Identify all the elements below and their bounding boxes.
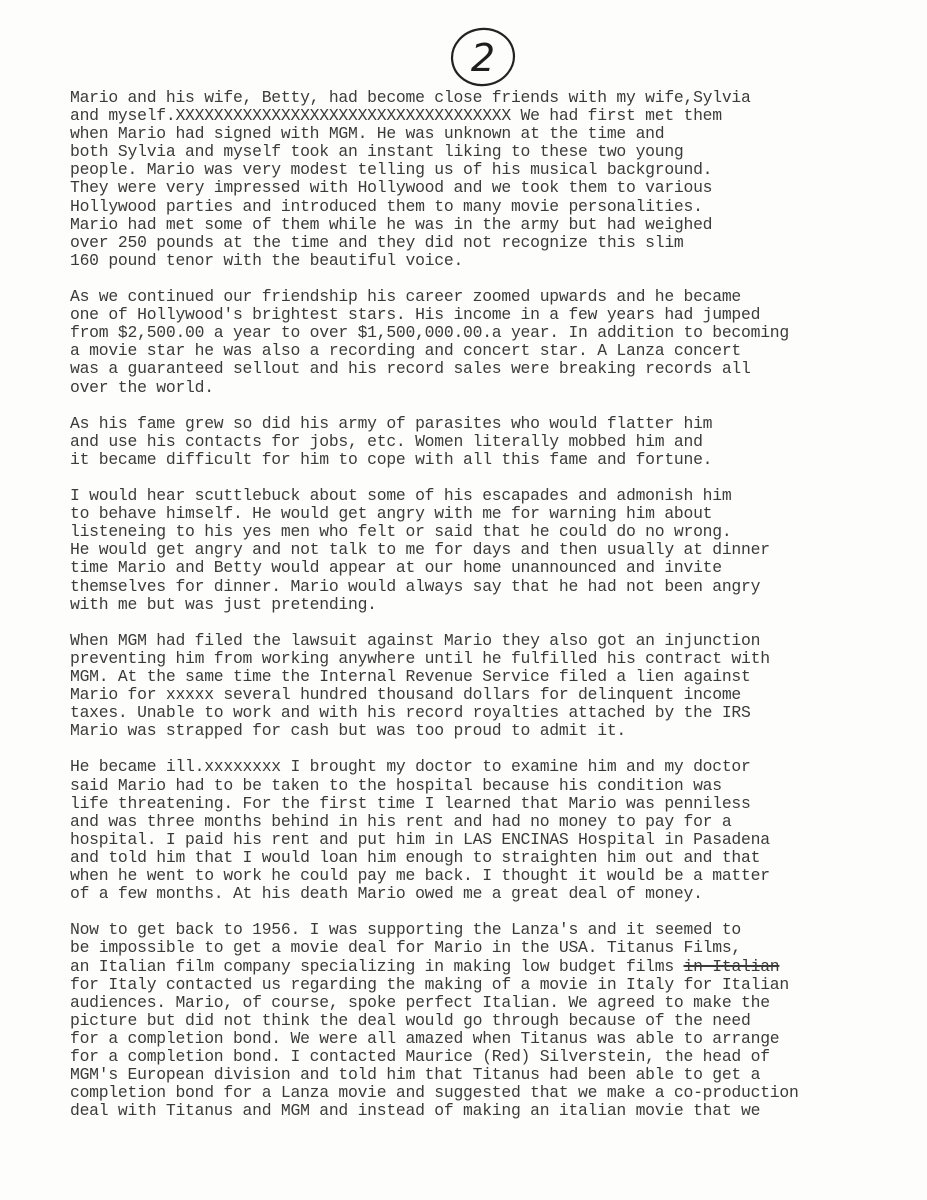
text-line: taxes. Unable to work and with his record royalties attached by the IRS	[70, 703, 751, 723]
text-line: an Italian film company specializing in making low budget films in Italian	[70, 956, 780, 976]
text-line: themselves for dinner. Mario would always say that he had not been angry	[70, 576, 761, 596]
text-line: picture but did not think the deal would go through because of the need	[70, 1010, 751, 1030]
text-line: audiences. Mario, of course, spoke perfect Italian. We agreed to make the	[70, 992, 770, 1012]
text-line: He became ill.xxxxxxxx I brought my doctor to examine him and my doctor	[70, 757, 751, 777]
text-line: when Mario had signed with MGM. He was unknown at the time and	[70, 124, 665, 144]
text-line: for a completion bond. We were all amazed when Titanus was able to arrange	[70, 1028, 780, 1048]
text-line: listeneing to his yes men who felt or said that he could do no wrong.	[70, 522, 732, 542]
text-line: and use his contacts for jobs, etc. Women literally mobbed him and	[70, 431, 703, 451]
text-line: time Mario and Betty would appear at our home unannounced and invite	[70, 558, 722, 578]
text-line: was a guaranteed sellout and his record sales were breaking records all	[70, 359, 751, 379]
paragraph	[70, 89, 915, 270]
text-line: Mario was strapped for cash but was too proud to admit it.	[70, 721, 626, 741]
paragraph	[70, 632, 915, 741]
text-line: preventing him from working anywhere until he fulfilled his contract with	[70, 648, 770, 668]
text-line: one of Hollywood's brightest stars. His income in a few years had jumped	[70, 305, 761, 325]
text-line: life threatening. For the first time I learned that Mario was penniless	[70, 793, 751, 813]
paragraph	[70, 487, 915, 614]
text-line: and myself.XXXXXXXXXXXXXXXXXXXXXXXXXXXXXXXXXXX We had first met them	[70, 106, 722, 126]
text-line: They were very impressed with Hollywood and we took them to various	[70, 178, 713, 198]
text-line: for a completion bond. I contacted Maurice (Red) Silverstein, the head of	[70, 1046, 770, 1066]
paragraph	[70, 921, 915, 1120]
page-number-text: 2	[470, 36, 496, 80]
text-line: As we continued our friendship his career zoomed upwards and he became	[70, 287, 742, 307]
text-line: completion bond for a Lanza movie and suggested that we make a co-production	[70, 1083, 799, 1103]
text-line: Now to get back to 1956. I was supporting the Lanza's and it seemed to	[70, 920, 742, 940]
text-line: When MGM had filed the lawsuit against Mario they also got an injunction	[70, 630, 761, 650]
text-line: from $2,500.00 a year to over $1,500,000.00.a year. In addition to becoming	[70, 323, 789, 343]
handwritten-page-number	[448, 24, 518, 88]
paragraph	[70, 288, 915, 397]
text-line: MGM's European division and told him that Titanus had been able to get a	[70, 1065, 761, 1085]
circled-number-mark	[448, 24, 518, 88]
text-line: it became difficult for him to cope with all this fame and fortune.	[70, 449, 713, 469]
text-line: and was three months behind in his rent and had no money to pay for a	[70, 811, 732, 831]
text-line: over 250 pounds at the time and they did not recognize this slim	[70, 232, 684, 252]
struck-out-text: in Italian	[683, 956, 780, 976]
text-line: a movie star he was also a recording and concert star. A Lanza concert	[70, 341, 742, 361]
text-line: Hollywood parties and introduced them to many movie personalities.	[70, 196, 703, 216]
text-line: hospital. I paid his rent and put him in LAS ENCINAS Hospital in Pasadena	[70, 829, 770, 849]
typed-letter-body	[70, 89, 915, 1138]
paragraph	[70, 758, 915, 903]
text-line: with me but was just pretending.	[70, 594, 377, 614]
text-line: MGM. At the same time the Internal Revenue Service filed a lien against	[70, 667, 751, 686]
text-line: Mario had met some of them while he was in the army but had weighed	[70, 214, 713, 234]
text-line: 160 pound tenor with the beautiful voice.	[70, 250, 464, 270]
text-line: be impossible to get a movie deal for Mario in the USA. Titanus Films,	[70, 938, 742, 958]
text-line: said Mario had to be taken to the hospital because his condition was	[70, 775, 722, 795]
text-line: and told him that I would loan him enough to straighten him out and that	[70, 847, 761, 867]
text-line: As his fame grew so did his army of parasites who would flatter him	[70, 413, 713, 433]
text-line: deal with Titanus and MGM and instead of making an italian movie that we	[70, 1101, 761, 1121]
text-line: I would hear scuttlebuck about some of his escapades and admonish him	[70, 486, 732, 506]
text-line: over the world.	[70, 377, 214, 397]
text-line: both Sylvia and myself took an instant liking to these two young	[70, 142, 684, 162]
text-line: when he went to work he could pay me back. I thought it would be a matter	[70, 866, 770, 886]
text-line: people. Mario was very modest telling us of his musical background.	[70, 160, 713, 180]
text-line: Mario and his wife, Betty, had become close friends with my wife,Sylvia	[70, 88, 751, 107]
text-line: to behave himself. He would get angry with me for warning him about	[70, 504, 713, 524]
text-line: for Italy contacted us regarding the making of a movie in Italy for Italian	[70, 974, 789, 994]
text-line: He would get angry and not talk to me for days and then usually at dinner	[70, 540, 770, 560]
paragraph	[70, 415, 915, 469]
text-line: of a few months. At his death Mario owed me a great deal of money.	[70, 884, 703, 904]
text-line: Mario for xxxxx several hundred thousand dollars for delinquent income	[70, 685, 742, 705]
